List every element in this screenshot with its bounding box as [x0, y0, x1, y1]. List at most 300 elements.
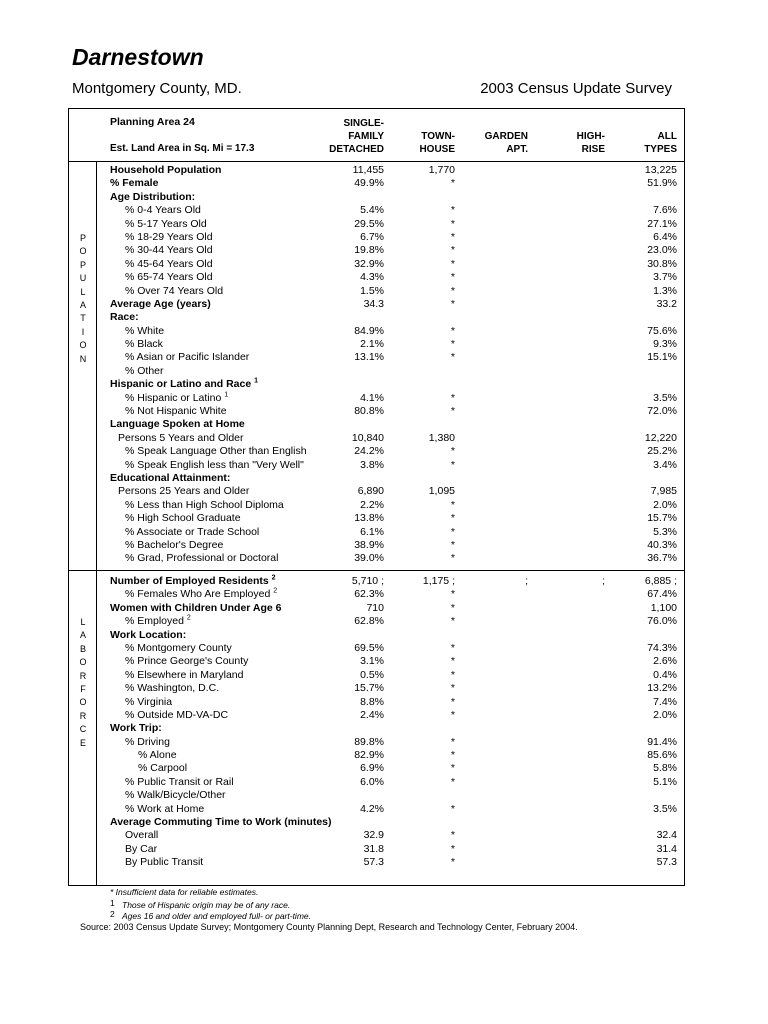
- row-label: [125, 615, 191, 628]
- row-label-text: % Prince George's County: [125, 655, 249, 668]
- table-row: [0, 218, 768, 231]
- cell-value: 0.4%: [653, 668, 677, 681]
- side-letter: E: [79, 737, 86, 748]
- row-label: [125, 351, 249, 364]
- side-letter: B: [79, 643, 86, 654]
- cell-value: *: [450, 257, 455, 270]
- row-label: [118, 432, 244, 445]
- cell-value: 80.8%: [354, 405, 384, 418]
- cell-value: 23.0%: [647, 244, 677, 257]
- cell-value: *: [450, 552, 455, 565]
- cell-value: 6.7%: [360, 230, 384, 243]
- column-header-line: HOUSE: [419, 144, 455, 155]
- cell-value: *: [450, 856, 455, 869]
- table-row: [0, 392, 768, 405]
- cell-value: 32.9: [363, 829, 384, 842]
- cell-value: 1,100: [650, 601, 677, 614]
- table-row: [0, 271, 768, 284]
- table-row: [0, 365, 768, 378]
- cell-value: 5.8%: [653, 762, 677, 775]
- row-label-text: % Female: [110, 177, 159, 190]
- table-row: [0, 298, 768, 311]
- cell-value: 32.4: [656, 829, 677, 842]
- cell-value: *: [450, 177, 455, 190]
- cell-value: *: [450, 538, 455, 551]
- survey-subtitle: 2003 Census Update Survey: [480, 80, 672, 97]
- row-label-text: Persons 5 Years and Older: [118, 431, 244, 444]
- row-label-text: Hispanic or Latino and Race: [110, 378, 252, 391]
- footnote-marker: 1: [224, 391, 229, 399]
- cell-value: 57.3: [363, 856, 384, 869]
- row-label-text: % Washington, D.C.: [125, 682, 220, 695]
- cell-value: *: [450, 244, 455, 257]
- row-label: [110, 191, 195, 204]
- cell-value: *: [450, 601, 455, 614]
- cell-value: 7.6%: [653, 204, 677, 217]
- cell-value: *: [450, 749, 455, 762]
- row-label-text: % 0-4 Years Old: [125, 204, 201, 217]
- cell-value: ;: [602, 575, 605, 587]
- table-row: [0, 803, 768, 816]
- cell-value: 33.2: [656, 297, 677, 310]
- cell-value: *: [450, 271, 455, 284]
- row-label-text: Number of Employed Residents: [110, 575, 269, 587]
- row-label: [125, 843, 157, 856]
- cell-value: 3.8%: [360, 458, 384, 471]
- cell-value: 32.9%: [354, 257, 384, 270]
- section-divider: [68, 570, 685, 571]
- table-row: [0, 602, 768, 615]
- table-row: [0, 311, 768, 324]
- cell-value: *: [450, 498, 455, 511]
- row-label-text: % Outside MD-VA-DC: [125, 708, 229, 721]
- cell-value: 4.3%: [360, 271, 384, 284]
- cell-value: 91.4%: [647, 735, 677, 748]
- table-row: [0, 472, 768, 485]
- row-label-text: Age Distribution:: [110, 190, 196, 203]
- cell-value: 13.2%: [647, 682, 677, 695]
- column-header-all-types: [644, 130, 677, 156]
- cell-value: 2.2%: [360, 498, 384, 511]
- row-label: [110, 418, 245, 431]
- footnote-2-mark: 2: [110, 909, 115, 919]
- table-row: [0, 499, 768, 512]
- row-label-text: % Less than High School Diploma: [125, 498, 284, 511]
- table-row: [0, 177, 768, 190]
- cell-value: *: [450, 391, 455, 404]
- cell-value: 1,095: [428, 485, 455, 498]
- cell-value: 6.9%: [360, 762, 384, 775]
- row-label-text: % Hispanic or Latino: [125, 391, 222, 404]
- cell-value: 10,840: [351, 431, 384, 444]
- table-row: [0, 575, 768, 588]
- cell-value: *: [450, 668, 455, 681]
- row-label: [125, 285, 223, 298]
- cell-value: 5.3%: [653, 525, 677, 538]
- column-header-line: FAMILY: [348, 131, 384, 142]
- row-label-text: By Public Transit: [125, 856, 204, 869]
- cell-value: *: [450, 351, 455, 364]
- row-label-text: % 5-17 Years Old: [125, 217, 207, 230]
- column-header-line: APT.: [506, 144, 528, 155]
- table-row: [0, 682, 768, 695]
- row-label: [125, 325, 164, 338]
- row-label: [125, 392, 228, 405]
- row-label: [138, 762, 187, 775]
- row-label-text: % Work at Home: [125, 802, 205, 815]
- table-row: [0, 829, 768, 842]
- table-row: [0, 485, 768, 498]
- table-row: [0, 445, 768, 458]
- row-label-text: Work Location:: [110, 628, 187, 641]
- row-label-text: Household Population: [110, 164, 222, 176]
- cell-value: 51.9%: [647, 177, 677, 190]
- cell-value: 62.8%: [354, 615, 384, 628]
- cell-value: 39.0%: [354, 552, 384, 565]
- row-label-text: Language Spoken at Home: [110, 418, 245, 431]
- cell-value: *: [450, 695, 455, 708]
- row-label-text: % Asian or Pacific Islander: [125, 351, 250, 364]
- row-label-text: Women with Children Under Age 6: [110, 601, 282, 614]
- side-letter: L: [80, 286, 86, 297]
- row-label-text: % Not Hispanic White: [125, 405, 227, 418]
- row-label-text: Work Trip:: [110, 722, 162, 735]
- row-label-text: Educational Attainment:: [110, 471, 231, 484]
- table-row: [0, 655, 768, 668]
- cell-value: *: [450, 641, 455, 654]
- table-row: [0, 749, 768, 762]
- cell-value: *: [450, 682, 455, 695]
- cell-value: *: [450, 512, 455, 525]
- row-label-text: % Alone: [138, 749, 177, 762]
- cell-value: 40.3%: [647, 538, 677, 551]
- side-letter: R: [79, 670, 87, 681]
- cell-value: 3.1%: [360, 655, 384, 668]
- row-label-text: % Speak English less than "Very Well": [125, 458, 304, 471]
- column-header-line: GARDEN: [484, 131, 528, 142]
- row-label-text: % Bachelor's Degree: [125, 538, 224, 551]
- cell-value: 4.2%: [360, 802, 384, 815]
- row-label-text: % 65-74 Years Old: [125, 271, 213, 284]
- side-letter: T: [80, 313, 86, 324]
- footnote-marker: 1: [254, 377, 259, 385]
- cell-value: 74.3%: [647, 641, 677, 654]
- cell-value: 1,175 ;: [422, 575, 455, 587]
- cell-value: 85.6%: [647, 749, 677, 762]
- row-label: [125, 856, 203, 869]
- column-header-line: HIGH-: [576, 131, 605, 142]
- cell-value: 5.1%: [653, 775, 677, 788]
- table-row: [0, 191, 768, 204]
- column-header-line: RISE: [581, 144, 605, 155]
- cell-value: 15.7%: [647, 512, 677, 525]
- row-label-text: % Other: [125, 364, 164, 377]
- table-row: [0, 615, 768, 628]
- row-label: [110, 311, 139, 324]
- column-header-line: TYPES: [644, 144, 677, 155]
- row-label: [125, 776, 234, 789]
- cell-value: *: [450, 588, 455, 601]
- side-letter: F: [80, 684, 86, 695]
- row-label-text: % Females Who Are Employed: [125, 588, 271, 601]
- row-label-text: % Speak Language Other than English: [125, 445, 307, 458]
- cell-value: *: [450, 615, 455, 628]
- row-label: [125, 682, 219, 695]
- cell-value: *: [450, 324, 455, 337]
- row-label: [125, 539, 223, 552]
- column-header-garden-apt: [485, 130, 528, 156]
- cell-value: 69.5%: [354, 641, 384, 654]
- side-letter: I: [81, 326, 85, 337]
- cell-value: 38.9%: [354, 538, 384, 551]
- table-row: [0, 709, 768, 722]
- column-header-line: SINGLE-: [343, 118, 384, 129]
- cell-value: *: [450, 284, 455, 297]
- cell-value: 36.7%: [647, 552, 677, 565]
- row-label: [125, 244, 213, 257]
- cell-value: 7.4%: [653, 695, 677, 708]
- row-label-text: % Montgomery County: [125, 641, 232, 654]
- row-label: [125, 218, 207, 231]
- cell-value: 13.1%: [354, 351, 384, 364]
- header-divider: [68, 161, 685, 162]
- row-label-text: % Over 74 Years Old: [125, 284, 224, 297]
- cell-value: *: [450, 735, 455, 748]
- footnote-1-mark: 1: [110, 898, 115, 908]
- cell-value: *: [450, 445, 455, 458]
- cell-value: 57.3: [656, 856, 677, 869]
- cell-value: ;: [525, 575, 528, 587]
- cell-value: 2.6%: [653, 655, 677, 668]
- row-label-text: % Grad, Professional or Doctoral: [125, 552, 279, 565]
- table-row: [0, 285, 768, 298]
- table-row: [0, 642, 768, 655]
- row-label: [125, 736, 170, 749]
- cell-value: 3.5%: [653, 802, 677, 815]
- row-label: [118, 485, 249, 498]
- cell-value: 15.1%: [647, 351, 677, 364]
- cell-value: 2.0%: [653, 708, 677, 721]
- cell-value: 0.5%: [360, 668, 384, 681]
- cell-value: 34.3: [363, 297, 384, 310]
- cell-value: *: [450, 230, 455, 243]
- cell-value: 5,710 ;: [351, 575, 384, 587]
- cell-value: 27.1%: [647, 217, 677, 230]
- table-row: [0, 776, 768, 789]
- column-header-high-rise: [577, 130, 605, 156]
- row-label: [125, 552, 278, 565]
- row-label: [125, 365, 164, 378]
- row-label: [110, 575, 276, 588]
- row-label-text: % Employed: [125, 615, 184, 628]
- row-label: [125, 669, 243, 682]
- table-row: [0, 338, 768, 351]
- cell-value: *: [450, 829, 455, 842]
- row-label-text: % 45-64 Years Old: [125, 257, 213, 270]
- column-header-line: ALL: [657, 131, 677, 142]
- table-row: [0, 629, 768, 642]
- side-letter: P: [79, 259, 86, 270]
- side-letter: P: [79, 233, 86, 243]
- table-row: [0, 164, 768, 177]
- land-area-label: Est. Land Area in Sq. Mi = 17.3: [110, 143, 255, 154]
- cell-value: 13,225: [644, 164, 677, 176]
- cell-value: 11,455: [352, 164, 384, 176]
- column-header-line: DETACHED: [329, 144, 384, 155]
- cell-value: 3.7%: [653, 271, 677, 284]
- cell-value: 710: [366, 601, 384, 614]
- cell-value: 19.8%: [354, 244, 384, 257]
- row-label-text: By Car: [125, 842, 158, 855]
- table-row: [0, 244, 768, 257]
- side-letter: A: [79, 630, 86, 641]
- row-label-text: Persons 25 Years and Older: [118, 485, 250, 498]
- cell-value: 6,890: [357, 485, 384, 498]
- cell-value: 7,985: [650, 485, 677, 498]
- row-label: [125, 258, 213, 271]
- cell-value: 62.3%: [354, 588, 384, 601]
- cell-value: *: [450, 842, 455, 855]
- footnote-asterisk: * Insufficient data for reliable estimates.: [110, 887, 259, 897]
- cell-value: 31.8: [363, 842, 384, 855]
- table-row: [0, 722, 768, 735]
- side-letter: A: [79, 300, 86, 311]
- side-letter: N: [79, 353, 87, 364]
- row-label: [125, 829, 158, 842]
- cell-value: 8.8%: [360, 695, 384, 708]
- cell-value: *: [450, 297, 455, 310]
- table-row: [0, 231, 768, 244]
- row-label: [110, 164, 221, 177]
- table-row: [0, 762, 768, 775]
- row-label-text: Overall: [125, 829, 159, 842]
- cell-value: 4.1%: [360, 391, 384, 404]
- cell-value: 72.0%: [647, 405, 677, 418]
- cell-value: 67.4%: [647, 588, 677, 601]
- county-subtitle: Montgomery County, MD.: [72, 80, 242, 97]
- row-label-text: % White: [125, 324, 165, 337]
- row-label: [110, 177, 158, 190]
- cell-value: *: [450, 204, 455, 217]
- row-label-text: % Carpool: [138, 762, 188, 775]
- page-title: Darnestown: [72, 44, 204, 70]
- cell-value: *: [450, 525, 455, 538]
- table-row: [0, 669, 768, 682]
- cell-value: 1.5%: [360, 284, 384, 297]
- row-label: [138, 749, 177, 762]
- cell-value: 84.9%: [354, 324, 384, 337]
- cell-value: *: [450, 338, 455, 351]
- cell-value: 76.0%: [647, 615, 677, 628]
- cell-value: 13.8%: [354, 512, 384, 525]
- row-label-text: Average Age (years): [110, 297, 211, 310]
- cell-value: *: [450, 405, 455, 418]
- row-label-text: % Black: [125, 338, 163, 351]
- table-row: [0, 526, 768, 539]
- row-label: [125, 642, 232, 655]
- cell-value: 5.4%: [360, 204, 384, 217]
- table-row: [0, 789, 768, 802]
- cell-value: *: [450, 762, 455, 775]
- column-header-line: TOWN-: [421, 131, 455, 142]
- table-row: [0, 258, 768, 271]
- footnote-marker: 2: [271, 574, 276, 582]
- cell-value: 6,885 ;: [644, 575, 677, 587]
- row-label: [125, 655, 248, 668]
- cell-value: *: [450, 458, 455, 471]
- labor-force-section: [0, 575, 768, 870]
- row-label: [110, 472, 230, 485]
- footnote-2: Ages 16 and older and employed full- or part-time.: [122, 911, 311, 921]
- row-label-text: % 18-29 Years Old: [125, 230, 213, 243]
- side-letter: O: [79, 657, 87, 668]
- row-label: [125, 271, 213, 284]
- table-row: [0, 856, 768, 869]
- cell-value: 2.1%: [360, 338, 384, 351]
- row-label-text: % Associate or Trade School: [125, 525, 260, 538]
- row-label-text: Race:: [110, 311, 139, 324]
- row-label: [110, 378, 258, 391]
- cell-value: 75.6%: [647, 324, 677, 337]
- cell-value: 89.8%: [354, 735, 384, 748]
- cell-value: 6.4%: [653, 230, 677, 243]
- row-label: [125, 499, 284, 512]
- cell-value: *: [450, 802, 455, 815]
- row-label: [125, 696, 172, 709]
- cell-value: 2.0%: [653, 498, 677, 511]
- table-row: [0, 512, 768, 525]
- table-row: [0, 539, 768, 552]
- footnote-marker: 2: [273, 587, 278, 595]
- table-row: [0, 418, 768, 431]
- cell-value: 31.4: [656, 842, 677, 855]
- row-label: [125, 445, 307, 458]
- table-row: [0, 204, 768, 217]
- row-label: [125, 338, 163, 351]
- table-row: [0, 696, 768, 709]
- row-label-text: % Virginia: [125, 695, 173, 708]
- cell-value: 6.1%: [360, 525, 384, 538]
- row-label: [110, 629, 186, 642]
- cell-value: 15.7%: [354, 682, 384, 695]
- cell-value: 3.4%: [653, 458, 677, 471]
- row-label: [125, 789, 226, 802]
- source-note: Source: 2003 Census Update Survey; Montgomery County Planning Dept, Research and Technology Center, February 2004.: [80, 922, 578, 932]
- table-row: [0, 432, 768, 445]
- row-label-text: % High School Graduate: [125, 512, 241, 525]
- column-header-townhouse: [419, 130, 455, 156]
- cell-value: *: [450, 655, 455, 668]
- cell-value: 9.3%: [653, 338, 677, 351]
- row-label: [125, 709, 228, 722]
- row-label-text: % 30-44 Years Old: [125, 244, 213, 257]
- table-row: [0, 405, 768, 418]
- row-label: [110, 816, 332, 829]
- cell-value: *: [450, 217, 455, 230]
- row-label-text: % Walk/Bicycle/Other: [125, 789, 226, 802]
- cell-value: *: [450, 708, 455, 721]
- table-row: [0, 351, 768, 364]
- row-label-text: % Elsewhere in Maryland: [125, 668, 244, 681]
- row-label-text: % Driving: [125, 735, 170, 748]
- population-section: [0, 164, 768, 566]
- side-letter: R: [79, 710, 87, 721]
- cell-value: 25.2%: [647, 445, 677, 458]
- table-row: [0, 378, 768, 391]
- table-row: [0, 552, 768, 565]
- cell-value: 3.5%: [653, 391, 677, 404]
- cell-value: 30.8%: [647, 257, 677, 270]
